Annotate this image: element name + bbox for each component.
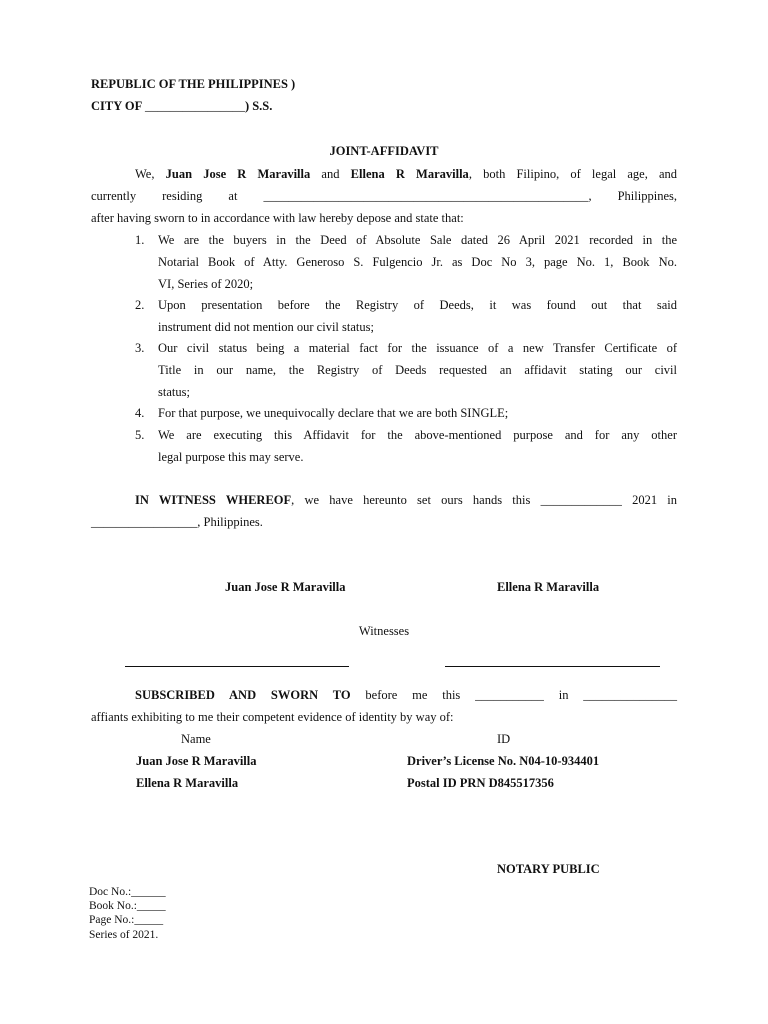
item-1-line-2: Notarial Book of Atty. Generoso S. Fulgencio Jr. as Doc No 3, page No. 1, Book No. xyxy=(158,255,677,269)
signatory-name: Juan Jose R Maravilla xyxy=(225,580,346,594)
item-4-line-1: For that purpose, we unequivocally declare that we are both SINGLE; xyxy=(158,406,509,420)
book-no: Book No.:_____ xyxy=(89,900,166,912)
signatory-name: Ellena R Maravilla xyxy=(497,580,600,594)
intro-line-3: after having sworn to in accordance with law hereby depose and state that: xyxy=(91,211,464,225)
witness-signature-line xyxy=(445,666,660,667)
item-number: 3. xyxy=(135,341,145,355)
witness-signature-line xyxy=(125,666,349,667)
witness-clause-line-1: IN WITNESS WHEREOF, we have hereunto set ours hands this _____________ 2021 in xyxy=(135,493,678,507)
item-5-line-2: legal purpose this may serve. xyxy=(158,450,304,464)
intro-line-2: currently residing at ____________________________________________________, Philippines, xyxy=(91,189,677,203)
item-1-line-1: We are the buyers in the Deed of Absolute Sale dated 26 April 2021 recorded in the xyxy=(158,233,677,247)
item-3-line-3: status; xyxy=(158,385,190,399)
page-no: Page No.:_____ xyxy=(89,914,164,926)
item-2-line-2: instrument did not mention our civil status; xyxy=(158,320,374,334)
id-table-id: Postal ID PRN D845517356 xyxy=(407,776,554,790)
header-republic: REPUBLIC OF THE PHILIPPINES ) xyxy=(91,77,296,91)
item-number: 4. xyxy=(135,406,145,420)
series: Series of 2021. xyxy=(89,929,159,941)
item-number: 2. xyxy=(135,298,145,312)
id-table-header-name: Name xyxy=(181,732,211,746)
item-number: 5. xyxy=(135,428,145,442)
witness-clause-line-2: _________________, Philippines. xyxy=(91,515,263,529)
item-3-line-1: Our civil status being a material fact for the issuance of a new Transfer Certificate of xyxy=(158,341,677,355)
id-table-header-id: ID xyxy=(497,732,511,746)
id-table-name: Juan Jose R Maravilla xyxy=(136,754,257,768)
item-number: 1. xyxy=(135,233,145,247)
sworn-line-2: affiants exhibiting to me their competent evidence of identity by way of: xyxy=(91,710,454,724)
item-3-line-2: Title in our name, the Registry of Deeds requested an affidavit stating our civil xyxy=(158,363,677,377)
notary-public-label: NOTARY PUBLIC xyxy=(497,862,600,876)
item-2-line-1: Upon presentation before the Registry of Deeds, it was found out that said xyxy=(158,298,677,312)
witnesses-label: Witnesses xyxy=(358,624,410,638)
doc-no: Doc No.:______ xyxy=(89,886,166,898)
document-title: JOINT-AFFIDAVIT xyxy=(329,144,439,158)
id-table-id: Driver’s License No. N04-10-934401 xyxy=(407,754,600,768)
sworn-line-1: SUBSCRIBED AND SWORN TO before me this ___________ in _______________ xyxy=(135,688,678,702)
item-5-line-1: We are executing this Affidavit for the above-mentioned purpose and for any other xyxy=(158,428,677,442)
intro-line-1: We, Juan Jose R Maravilla and Ellena R Maravilla, both Filipino, of legal age, and xyxy=(135,167,678,181)
header-city: CITY OF ________________) S.S. xyxy=(91,99,273,113)
item-1-line-3: VI, Series of 2020; xyxy=(158,277,254,291)
id-table-name: Ellena R Maravilla xyxy=(136,776,239,790)
